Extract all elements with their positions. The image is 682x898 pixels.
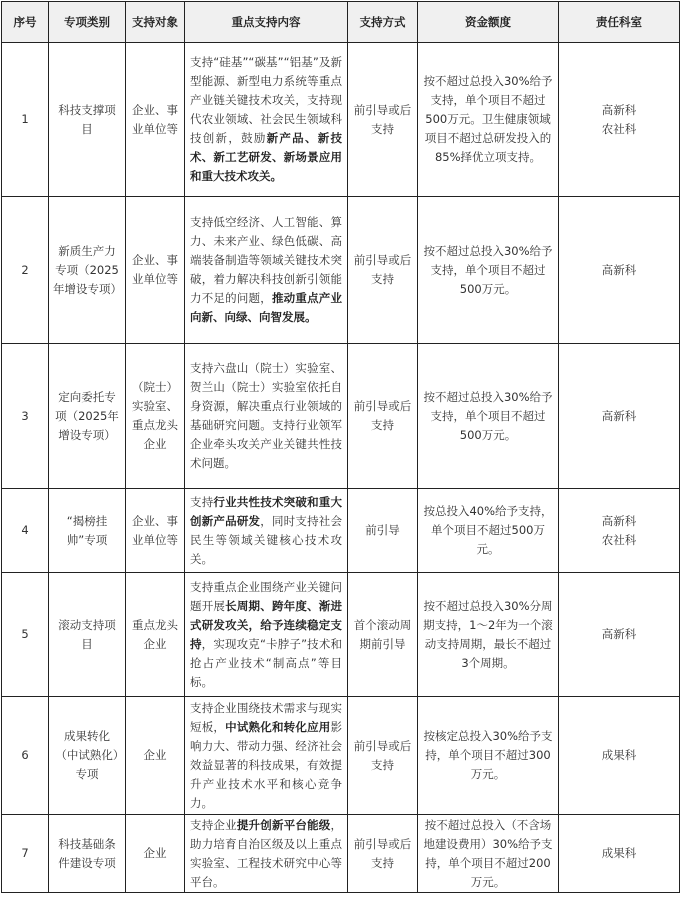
target-cell: （院士）实验室、重点龙头企业 xyxy=(126,344,185,489)
dept-name: 高新科 xyxy=(601,513,637,528)
row-number: 3 xyxy=(2,344,49,489)
content-text: 支持六盘山（院士）实验室、贺兰山（院士）实验室依托自身资源，解决重点行业领域的基础研究问题。支持行业领军企业牵头攻关产业关键共性技术问题。 xyxy=(190,361,342,470)
row-number: 5 xyxy=(2,573,49,697)
col-no-header: 序号 xyxy=(2,2,49,43)
dept-cell xyxy=(559,197,680,344)
dept-cell xyxy=(559,697,680,815)
table-row xyxy=(2,197,680,344)
content-text: 支持企业 xyxy=(190,817,237,832)
category-cell: 科技基础条件建设专项 xyxy=(49,815,126,893)
category-cell: 科技支撑项目 xyxy=(49,43,126,197)
dept-cell xyxy=(559,344,680,489)
content-cell xyxy=(185,344,348,489)
content-text: 支持低空经济、人工智能、算力、未来产业、绿色低碳、高端装备制造等领域关键技术突破，着力解决科技创新引领能力不足的问题， xyxy=(190,215,342,305)
table-row xyxy=(2,344,680,489)
col-target-header: 支持对象 xyxy=(126,2,185,43)
method-cell: 前引导或后支持 xyxy=(348,697,418,815)
table-row xyxy=(2,489,680,573)
content-highlight: 长周期、跨年度、渐进式研发攻关，给予连续稳定支持 xyxy=(190,598,342,651)
dept-name: 高新科 xyxy=(601,262,637,277)
support-policy-table xyxy=(1,1,680,893)
funding-cell: 按不超过总投入（不含场地建设费用）30%给予支持，单个项目不超过200万元。 xyxy=(418,815,559,893)
content-highlight: 中试熟化和转化应用 xyxy=(225,719,331,734)
method-cell: 前引导或后支持 xyxy=(348,43,418,197)
table-row xyxy=(2,697,680,815)
dept-cell xyxy=(559,43,680,197)
content-cell xyxy=(185,43,348,197)
category-cell: 成果转化（中试熟化）专项 xyxy=(49,697,126,815)
table-row xyxy=(2,815,680,893)
content-text: 支持 xyxy=(190,494,214,509)
row-number: 7 xyxy=(2,815,49,893)
target-cell: 重点龙头企业 xyxy=(126,573,185,697)
row-number: 6 xyxy=(2,697,49,815)
content-cell xyxy=(185,573,348,697)
table-body xyxy=(2,43,680,893)
content-cell xyxy=(185,815,348,893)
content-text: ，助力培育自治区级及以上重点实验室、工程技术研究中心等平台。 xyxy=(190,817,343,889)
target-cell: 企业 xyxy=(126,815,185,893)
funding-cell: 按不超过总投入30%给予支持，单个项目不超过500万元。卫生健康领域项目不超过总研发投入的85%择优立项支持。 xyxy=(418,43,559,197)
dept-name: 高新科 xyxy=(601,102,637,117)
method-cell: 首个滚动周期前引导 xyxy=(348,573,418,697)
content-highlight: 推动重点产业向新、向绿、向智发展。 xyxy=(190,291,343,324)
target-cell: 企业、事业单位等 xyxy=(126,489,185,573)
content-text: 支持“硅基”“碳基”“铝基”及新型能源、新型电力系统等重点产业链关键技术攻关，支持现代农业领域、社会民生领域科技创新，鼓励 xyxy=(190,55,342,145)
target-cell: 企业、事业单位等 xyxy=(126,197,185,344)
funding-cell: 按核定总投入30%给予支持，单个项目不超过300万元。 xyxy=(418,697,559,815)
target-cell: 企业、事业单位等 xyxy=(126,43,185,197)
content-highlight: 新产品、新技术、新工艺研发、新场景应用和重大技术攻关。 xyxy=(190,131,343,183)
header-row xyxy=(2,2,680,43)
dept-name: 高新科 xyxy=(601,627,637,641)
row-number: 2 xyxy=(2,197,49,344)
funding-cell: 按不超过总投入30%给予支持，单个项目不超过500万元。 xyxy=(418,344,559,489)
method-cell: 前引导 xyxy=(348,489,418,573)
dept-name: 成果科 xyxy=(601,748,637,762)
col-category-header: 专项类别 xyxy=(49,2,126,43)
content-text: 支持重点企业围绕产业关键问题开展 xyxy=(190,579,342,613)
dept-name: 农社科 xyxy=(601,121,637,136)
content-text: 支持企业围绕技术需求与现实短板， xyxy=(190,700,342,734)
funding-cell: 按不超过总投入30%分周期支持，1～2年为一个滚动支持周期，最长不超过3个周期。 xyxy=(418,573,559,697)
content-cell xyxy=(185,697,348,815)
col-content-header: 重点支持内容 xyxy=(185,2,348,43)
col-dept-header: 责任科室 xyxy=(559,2,680,43)
dept-cell xyxy=(559,815,680,893)
content-highlight: 行业共性技术突破和重大创新产品研发 xyxy=(190,494,343,528)
dept-cell xyxy=(559,573,680,697)
dept-name: 农社科 xyxy=(601,532,637,547)
method-cell: 前引导或后支持 xyxy=(348,815,418,893)
table-row xyxy=(2,573,680,697)
content-highlight: 提升创新平台能级 xyxy=(236,817,331,832)
funding-cell: 按不超过总投入30%给予支持，单个项目不超过500万元。 xyxy=(418,197,559,344)
method-cell: 前引导或后支持 xyxy=(348,344,418,489)
col-funding-header: 资金额度 xyxy=(418,2,559,43)
dept-name: 成果科 xyxy=(601,846,637,860)
dept-cell xyxy=(559,489,680,573)
table-row xyxy=(2,43,680,197)
target-cell: 企业 xyxy=(126,697,185,815)
row-number: 4 xyxy=(2,489,49,573)
col-method-header: 支持方式 xyxy=(348,2,418,43)
funding-cell: 按总投入40%给予支持，单个项目不超过500万元。 xyxy=(418,489,559,573)
category-cell: 定向委托专项（2025年增设专项） xyxy=(49,344,126,489)
category-cell: 滚动支持项目 xyxy=(49,573,126,697)
content-text: 影响力大、带动力强、经济社会效益显著的科技成果，有效提升产业技术水平和核心竞争力。 xyxy=(190,719,342,810)
row-number: 1 xyxy=(2,43,49,197)
category-cell: “揭榜挂帅”专项 xyxy=(49,489,126,573)
content-text: ，同时支持社会民生等领域关键核心技术攻关。 xyxy=(190,513,342,566)
method-cell: 前引导或后支持 xyxy=(348,197,418,344)
content-text: ，实现攻克“卡脖子”技术和抢占产业技术“制高点”等目标。 xyxy=(190,636,343,689)
dept-name: 高新科 xyxy=(601,408,637,423)
category-cell: 新质生产力专项（2025年增设专项） xyxy=(49,197,126,344)
content-cell xyxy=(185,197,348,344)
content-cell xyxy=(185,489,348,573)
